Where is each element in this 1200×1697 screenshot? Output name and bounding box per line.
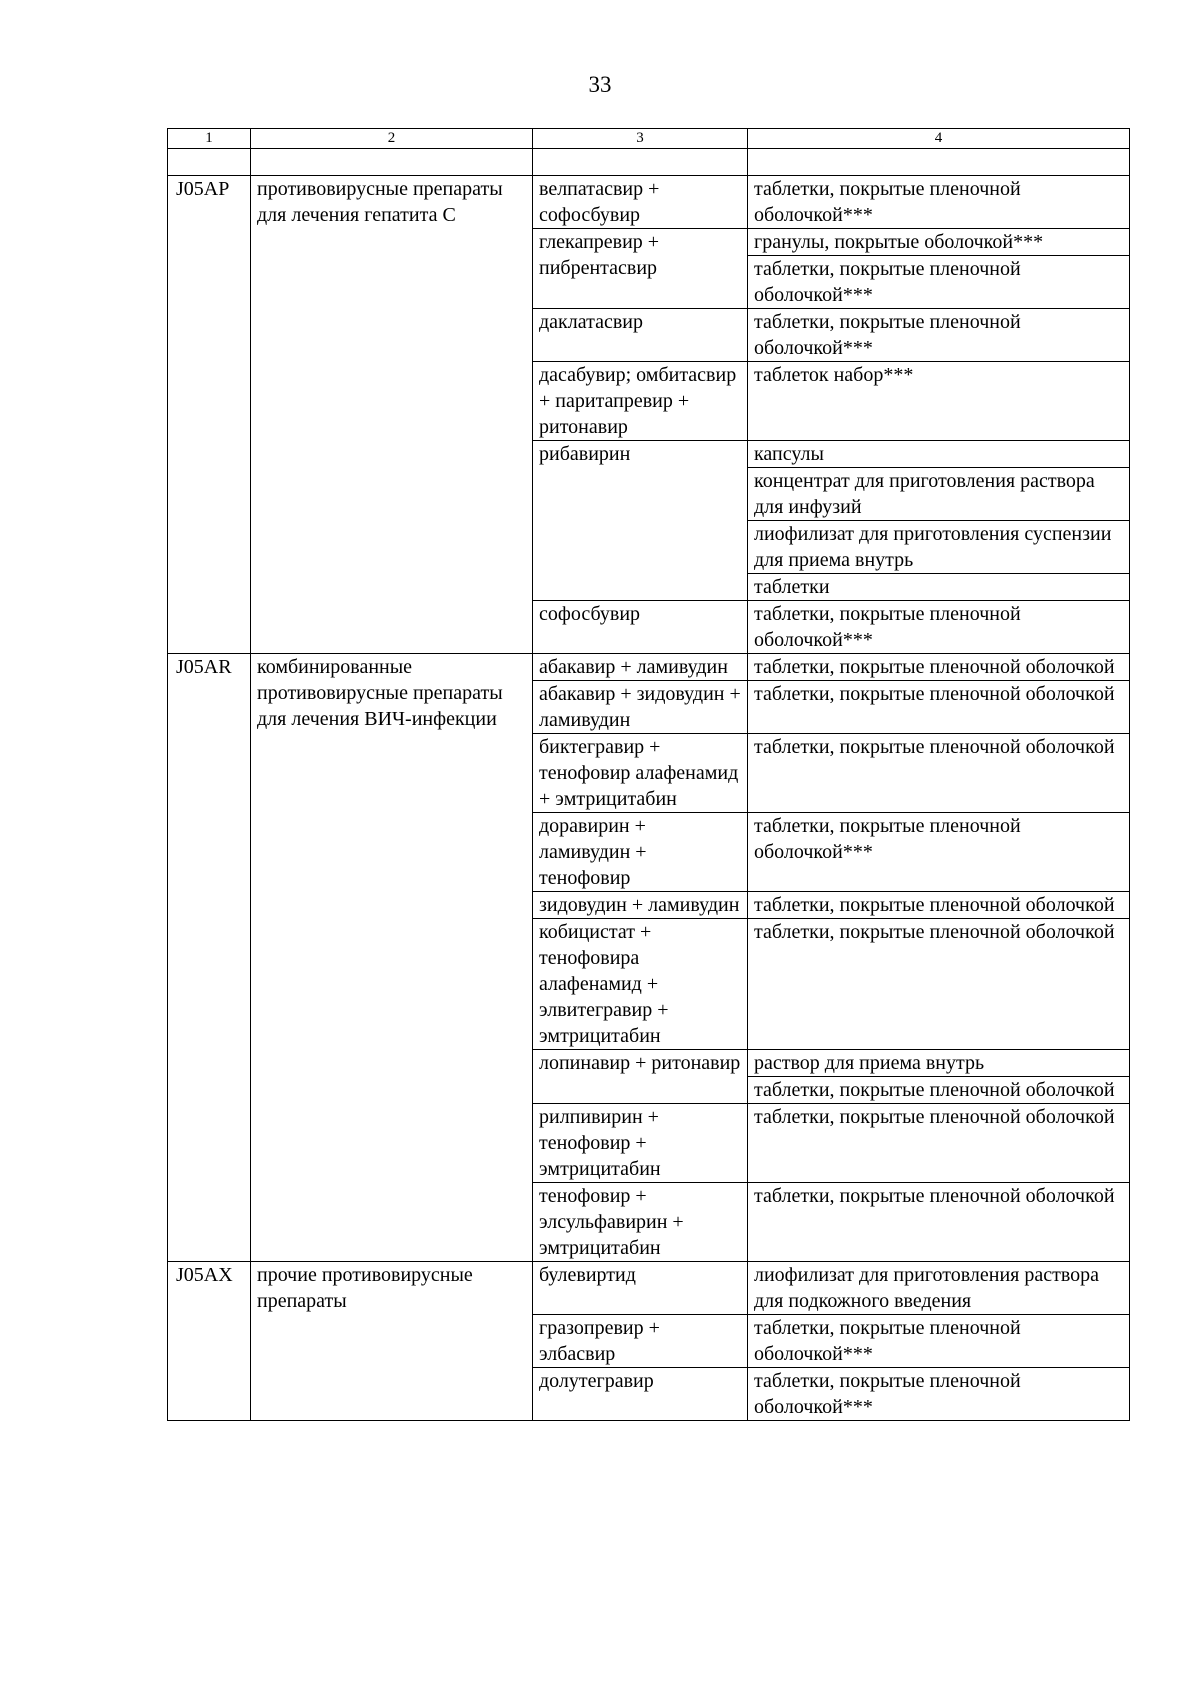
drug-name-cell: рибавирин <box>533 441 748 601</box>
dosage-form-cell: таблетки, покрытые пленочной оболочкой <box>748 1183 1130 1262</box>
dosage-form-cell: капсулы <box>748 441 1130 468</box>
drug-name-cell: булевиртид <box>533 1262 748 1315</box>
dosage-form-cell: таблетки, покрытые пленочной оболочкой <box>748 734 1130 813</box>
dosage-form-cell: таблетки, покрытые пленочной оболочкой*** <box>748 601 1130 654</box>
dosage-form-cell: лиофилизат для приготовления суспензии для приема внутрь <box>748 521 1130 574</box>
dosage-form-cell: таблетки <box>748 574 1130 601</box>
table-body <box>168 129 1130 1421</box>
drug-name-cell: глекапревир + пибрентасвир <box>533 229 748 309</box>
column-number-3: 3 <box>533 129 748 149</box>
dosage-form-cell: таблетки, покрытые пленочной оболочкой <box>748 654 1130 681</box>
drug-name-cell: велпатасвир + софосбувир <box>533 176 748 229</box>
drug-name-cell: лопинавир + ритонавир <box>533 1050 748 1104</box>
group-name-cell: противовирусные препараты для лечения гепатита С <box>251 176 533 654</box>
dosage-form-cell: таблетки, покрытые пленочной оболочкой*** <box>748 176 1130 229</box>
drug-name-cell: рилпивирин + тенофовир + эмтрицитабин <box>533 1104 748 1183</box>
drug-table <box>167 128 1130 1421</box>
drug-name-cell: софосбувир <box>533 601 748 654</box>
drug-name-cell: гразопревир + элбасвир <box>533 1315 748 1368</box>
dosage-form-cell: раствор для приема внутрь <box>748 1050 1130 1077</box>
dosage-form-cell: гранулы, покрытые оболочкой*** <box>748 229 1130 256</box>
column-number-2: 2 <box>251 129 533 149</box>
column-number-4: 4 <box>748 129 1130 149</box>
blank-cell <box>168 149 251 176</box>
dosage-form-cell: таблеток набор*** <box>748 362 1130 441</box>
dosage-form-cell: таблетки, покрытые пленочной оболочкой*** <box>748 813 1130 892</box>
dosage-form-cell: таблетки, покрытые пленочной оболочкой <box>748 681 1130 734</box>
group-name-cell: комбинированные противовирусные препараты для лечения ВИЧ-инфекции <box>251 654 533 1262</box>
drug-name-cell: тенофовир + элсульфавирин + эмтрицитабин <box>533 1183 748 1262</box>
drug-name-cell: зидовудин + ламивудин <box>533 892 748 919</box>
drug-name-cell: абакавир + зидовудин + ламивудин <box>533 681 748 734</box>
dosage-form-cell: таблетки, покрытые пленочной оболочкой <box>748 1077 1130 1104</box>
drug-name-cell: биктегравир + тенофовир алафенамид + эмтрицитабин <box>533 734 748 813</box>
blank-row <box>168 149 1130 176</box>
dosage-form-cell: таблетки, покрытые пленочной оболочкой*** <box>748 256 1130 309</box>
group-name-cell: прочие противовирусные препараты <box>251 1262 533 1421</box>
dosage-form-cell: лиофилизат для приготовления раствора для подкожного введения <box>748 1262 1130 1315</box>
table-row <box>168 654 1130 681</box>
dosage-form-cell: таблетки, покрытые пленочной оболочкой <box>748 892 1130 919</box>
dosage-form-cell: таблетки, покрытые пленочной оболочкой <box>748 1104 1130 1183</box>
atc-code-cell: J05AR <box>168 654 251 1262</box>
table-row <box>168 1262 1130 1315</box>
column-number-1: 1 <box>168 129 251 149</box>
dosage-form-cell: концентрат для приготовления раствора для инфузий <box>748 468 1130 521</box>
drug-name-cell: кобицистат + тенофовира алафенамид + элвитегравир + эмтрицитабин <box>533 919 748 1050</box>
column-number-row <box>168 129 1130 149</box>
dosage-form-cell: таблетки, покрытые пленочной оболочкой*** <box>748 309 1130 362</box>
blank-cell <box>251 149 533 176</box>
drug-name-cell: доравирин + ламивудин + тенофовир <box>533 813 748 892</box>
blank-cell <box>533 149 748 176</box>
dosage-form-cell: таблетки, покрытые пленочной оболочкой*** <box>748 1368 1130 1421</box>
drug-name-cell: долутегравир <box>533 1368 748 1421</box>
drug-name-cell: даклатасвир <box>533 309 748 362</box>
drug-name-cell: дасабувир; омбитасвир + паритапревир + ритонавир <box>533 362 748 441</box>
dosage-form-cell: таблетки, покрытые пленочной оболочкой*** <box>748 1315 1130 1368</box>
table-row <box>168 176 1130 229</box>
atc-code-cell: J05AX <box>168 1262 251 1421</box>
dosage-form-cell: таблетки, покрытые пленочной оболочкой <box>748 919 1130 1050</box>
drug-name-cell: абакавир + ламивудин <box>533 654 748 681</box>
blank-cell <box>748 149 1130 176</box>
page-number: 33 <box>588 72 612 97</box>
atc-code-cell: J05AP <box>168 176 251 654</box>
